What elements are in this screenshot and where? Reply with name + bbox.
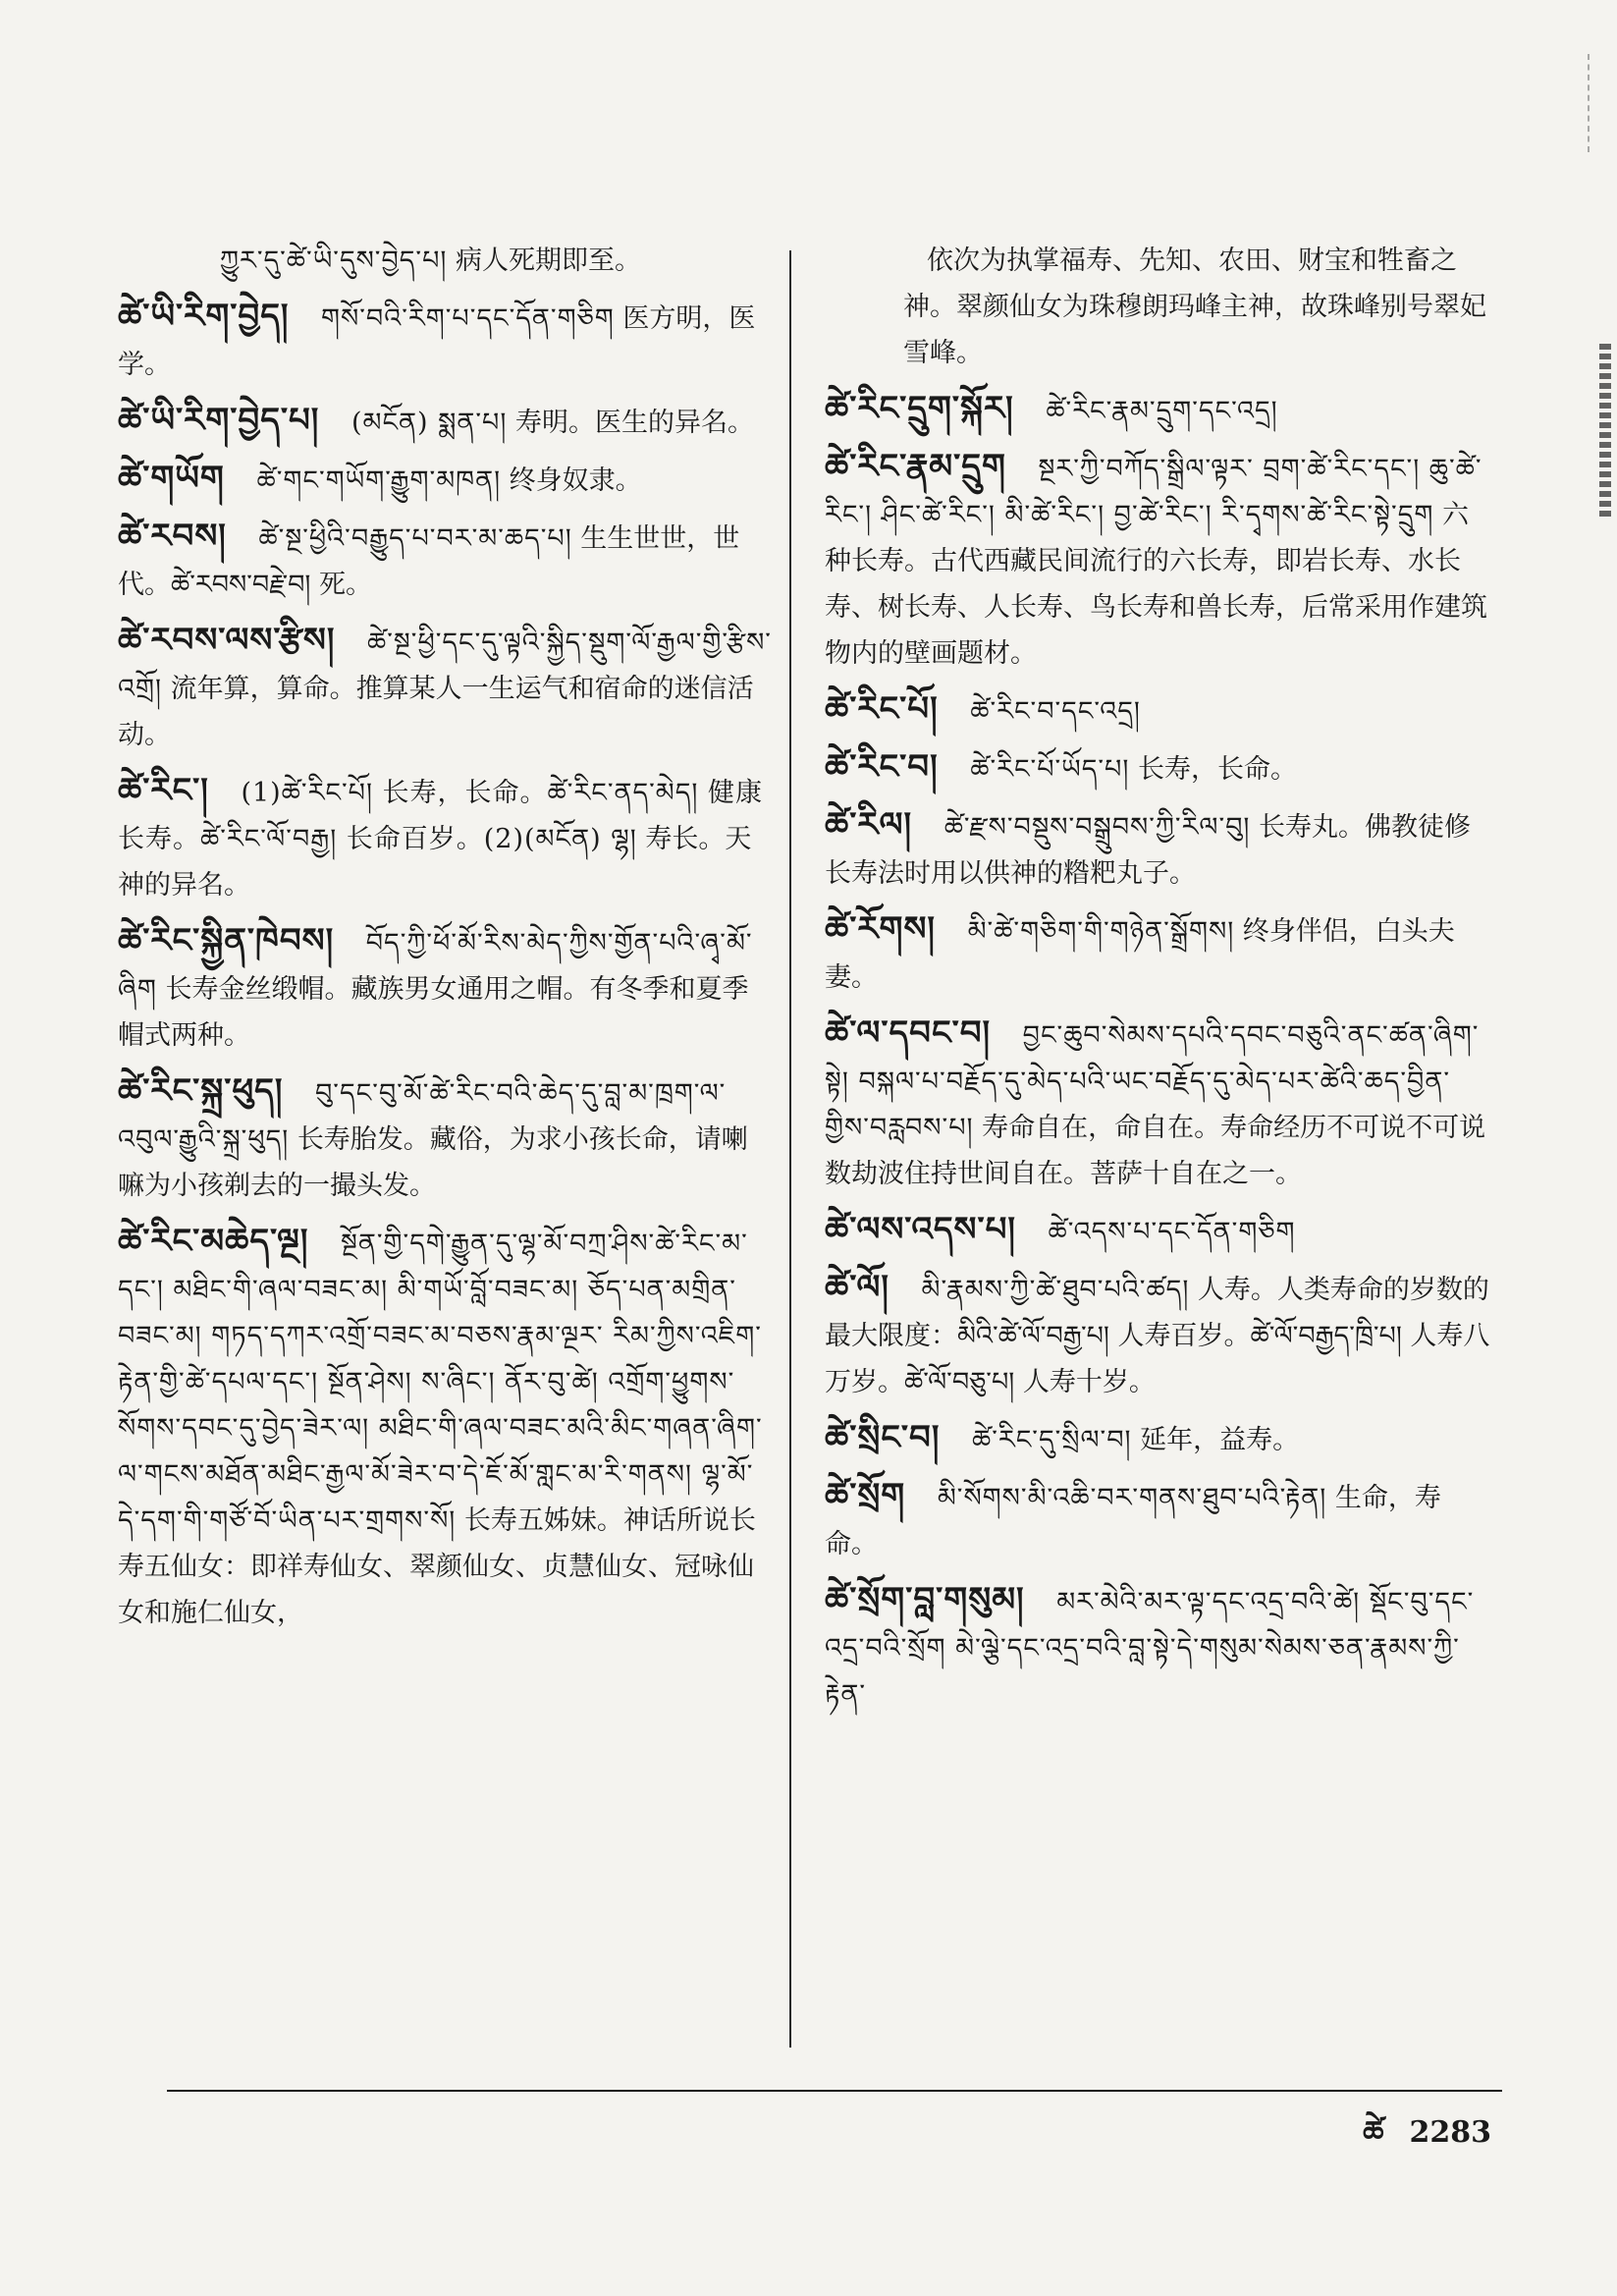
entry-tibetan-definition: ཚེ་རྫས་བསྡུས་བསྒྲུབས་ཀྱི་རིལ་བུ། xyxy=(943,812,1251,843)
dictionary-entry xyxy=(118,398,774,446)
dictionary-entry xyxy=(118,456,774,504)
entry-tibetan-definition: ཚེ་འདས་པ་དང་དོན་གཅིག xyxy=(1048,1217,1296,1247)
dictionary-entry xyxy=(118,1068,774,1209)
entry-headword: ཚེ་རིང་དྲུག་སྐོར། xyxy=(825,389,1014,428)
dictionary-entry xyxy=(825,686,1492,735)
entry-chinese-definition: 终身伴侣，白头夫妻。 xyxy=(825,916,1455,993)
entry-headword: ཚེ་སྲོག་བླ་གསུམ། xyxy=(825,1580,1025,1619)
entry-headword: ཚེ་གཡོག xyxy=(118,459,225,498)
entry-headword: ཚེ་ལོ། xyxy=(825,1268,889,1307)
entry-tibetan-definition: གསོ་བའི་རིག་པ་དང་དོན་གཅིག xyxy=(321,303,615,334)
entry-headword: ཚེ་རིང་སྐྱིན་ཁེབས། xyxy=(118,921,335,960)
dictionary-entry xyxy=(118,618,774,758)
entry-tibetan-definition: ཚེ་རིང་བ་དང་འདྲ། xyxy=(970,696,1141,727)
entry-chinese-definition: 长寿五姊妹。神话所说长寿五仙女：即祥寿仙女、翠颜仙女、贞慧仙女、冠咏仙女和施仁仙女， xyxy=(118,1505,756,1628)
entry-headword: ཚེ་ཡི་རིག་བྱེད། xyxy=(118,297,290,336)
entry-chinese-definition: 长寿，长命。 xyxy=(1137,754,1297,785)
dictionary-entry xyxy=(118,514,774,608)
entry-tibetan-definition: སྔོན་གྱི་དགེ་རྒྱུན་དུ་ལྷ་མོ་བཀྲ་ཤིས་ཚེ་རིང་མ་དང་། མཐིང་གི་ཞལ་བཟང་མ། མི་གཡོ་བློ་བཟང་མ། ཅོད་པན་མགྲིན་བཟང་མ། གཏད་དཀར་འགྲོ་བཟང་མ་བཅས་རྣམ་ལྔར་ རིམ་ཀྱིས་འཇིག་རྟེན་གྱི་ཚེ་དཔལ་དང་། སྔོན་ཤེས། ས་ཞིང་། ནོར་བུ་ཚེ། འགྲོག་ཕྱུགས་སོགས་དབང་དུ་བྱེད་ཟེར་ལ། མཐིང་གི་ཞལ་བཟང་མའི་མིང་གཞན་ཞིག་ལ་གངས་མཐོན་མཐིང་རྒྱལ་མོ་ཟེར་བ་དེ་ཇོ་མོ་གླང་མ་རི་གནས། ལྷ་མོ་དེ་དག་གི་གཙོ་བོ་ཡིན་པར་གྲགས་སོ། xyxy=(118,1229,763,1536)
entry-chinese-definition: 寿命自在，命自在。寿命经历不可说不可说数劫波住持世间自在。菩萨十自在之一。 xyxy=(825,1113,1486,1189)
left-column xyxy=(118,236,774,1646)
entry-chinese-definition: 流年算，算命。推算某人一生运气和宿命的迷信活动。 xyxy=(118,674,754,750)
entry-tibetan-definition: མར་མེའི་མར་ལྟ་དང་འདྲ་བའི་ཚེ། སྡོང་བུ་དང་འདྲ་བའི་སྲོག མེ་ལྕེ་དང་འདྲ་བའི་བླ་སྟེ་དེ་གསུམ་སེམས་ཅན་རྣམས་ཀྱི་རྟེན་ xyxy=(825,1587,1475,1710)
dictionary-entry xyxy=(825,1265,1492,1405)
entry-tibetan-definition: བོད་ཀྱི་ཕོ་མོ་རིས་མེད་ཀྱིས་གྱོན་པའི་ཞྭ་མོ་ཞིག xyxy=(118,928,753,1005)
dictionary-entry xyxy=(118,918,774,1059)
dictionary-entry xyxy=(825,236,1492,376)
dictionary-entry xyxy=(825,386,1492,434)
entry-headword: ཚེ་རིང་པོ། xyxy=(825,689,939,729)
section-mark: ཚེ xyxy=(1363,2115,1384,2150)
dictionary-entry xyxy=(825,1011,1492,1197)
entry-headword: ཚེ་རབས་ལས་རྩིས། xyxy=(118,621,336,660)
entry-headword: ཚེ་ལ་དབང་བ། xyxy=(825,1013,992,1053)
dictionary-entry xyxy=(118,1219,774,1636)
entry-tibetan-definition: མི་སོགས་མི་འཆི་བར་གནས་ཐུབ་པའི་རྟེན། xyxy=(937,1483,1327,1513)
entry-chinese-definition: 生命，寿命。 xyxy=(825,1483,1441,1559)
entry-tibetan-definition: ཚེ་སྔ་ཕྱིའི་བརྒྱུད་པ་བར་མ་ཆད་པ། xyxy=(258,523,572,554)
entry-tibetan-definition: ཚེ་སྔ་ཕྱི་དང་དུ་ལྟའི་སྐྱིད་སྡུག་ལོ་རྒྱལ་གྱི་རྩིས་འགྲོ། xyxy=(118,628,772,704)
entry-headword: ཚེ་སྲིང་བ། xyxy=(825,1418,941,1457)
entry-headword: ཚེ་ཡི་རིག་བྱེད་པ། xyxy=(118,401,320,440)
dictionary-entry xyxy=(825,444,1492,677)
dictionary-entry xyxy=(825,744,1492,793)
dictionary-entry xyxy=(825,1415,1492,1463)
right-column xyxy=(825,236,1492,1727)
entry-chinese-definition: 生生世世，世代。ཚེ་རབས་བརྗེ་བ། 死。 xyxy=(118,523,740,600)
entry-headword: ཚེ་རིང་རྣམ་དྲུག xyxy=(825,447,1006,486)
column-divider xyxy=(789,250,791,2048)
dictionary-entry xyxy=(825,906,1492,1001)
edge-tab-marks xyxy=(1599,344,1611,520)
entry-tibetan-definition: ཚེ་རིང་རྣམ་དྲུག་དང་འདྲ། xyxy=(1046,396,1278,426)
entry-tibetan-definition: ཚེ་རིང་པོ་ཡོད་པ། xyxy=(970,754,1130,785)
entry-tibetan-definition: (མངོན) སྨན་པ། xyxy=(350,408,508,438)
entry-tibetan-definition: སྔར་ཀྱི་བཀོད་སྒྲིལ་ལྟར་ བྲག་ཚེ་རིང་དང་། ཆུ་ཚེ་རིང་། ཤིང་ཚེ་རིང་། མི་ཚེ་རིང་། བྱ་ཚེ་རིང་། རི་དྭགས་ཚེ་རིང་སྟེ་དྲུག xyxy=(825,454,1482,530)
page-number: 2283 xyxy=(1409,2115,1491,2150)
dictionary-entry xyxy=(825,802,1492,897)
dictionary-entry xyxy=(118,768,774,908)
entry-headword: ཚེ་རབས། xyxy=(118,517,227,556)
entry-tibetan-definition: (1)ཚེ་རིང་པོ། 长寿，长命。ཚེ་རིང་ནད་མེད། 健康长寿。ཚེ་རིང་ལོ་བརྒྱ། 长命百岁。(2)(མངོན) ལྷ། xyxy=(118,778,763,854)
entry-chinese-definition: 长寿金丝缎帽。藏族男女通用之帽。有冬季和夏季帽式两种。 xyxy=(118,974,749,1051)
entry-headword: ཚེ་རིང་། xyxy=(118,771,209,810)
entry-chinese-definition: 长寿丸。佛教徒修长寿法时用以供神的糌粑丸子。 xyxy=(825,812,1472,889)
entry-headword: ཚེ་རིང་སྐྲ་ཕུད། xyxy=(118,1071,284,1111)
entry-tibetan-definition: མི་རྣམས་ཀྱི་ཚེ་ཐུབ་པའི་ཚད། xyxy=(921,1275,1190,1305)
entry-headword: ཚེ་སྲོག xyxy=(825,1476,906,1515)
dictionary-entry xyxy=(118,294,774,388)
entry-headword: ཚེ་རིལ། xyxy=(825,805,913,845)
dictionary-entry xyxy=(825,1473,1492,1567)
footer-rule xyxy=(167,2090,1502,2092)
entry-tibetan-definition: བྱང་ཆུབ་སེམས་དཔའི་དབང་བཅུའི་ནང་ཚན་ཞིག་སྟེ། བསྐལ་པ་བརྗོད་དུ་མེད་པའི་ཡང་བརྗོད་དུ་མེད་པར་ཚེའི་ཆད་བྱིན་གྱིས་བརླབས་པ། xyxy=(825,1020,1480,1143)
entry-chinese-definition: 终身奴隶。 xyxy=(509,465,642,496)
entry-chinese-definition: 人寿。人类寿命的岁数的最大限度：མིའི་ཚེ་ལོ་བརྒྱ་པ། 人寿百岁。ཚེ་ལོ་བརྒྱད་ཁྲི་པ། 人寿八万岁。ཚེ་ལོ་བཅུ་པ། 人寿十岁。 xyxy=(825,1275,1490,1397)
entry-tibetan-definition: བུ་དང་བུ་མོ་ཚེ་རིང་བའི་ཆེད་དུ་བླ་མ་ཁྲག་ལ་འབུལ་རྒྱུའི་སྐྲ་ཕུད། xyxy=(118,1078,727,1155)
dictionary-entry xyxy=(825,1207,1492,1255)
entry-chinese-definition: 寿长。天神的异名。 xyxy=(118,824,752,901)
entry-tibetan-definition: ཚེ་གང་གཡོག་རྒྱུག་མཁན། xyxy=(256,465,502,496)
entry-chinese-definition: 长寿胎发。藏俗，为求小孩长命，请喇嘛为小孩剃去的一撮头发。 xyxy=(118,1124,748,1201)
entry-chinese-definition: 病人死期即至。 xyxy=(455,246,641,276)
entry-chinese-definition: 六种长寿。古代西藏民间流行的六长寿，即岩长寿、水长寿、树长寿、人长寿、鸟长寿和兽长寿，后常采用作建筑物内的壁画题材。 xyxy=(825,500,1487,669)
page-footer xyxy=(1363,2100,1491,2182)
entry-headword: ཚེ་ལས་འདས་པ། xyxy=(825,1210,1016,1249)
entry-tibetan-definition: ཀྱུར་དུ་ཚེ་ཡི་དུས་བྱེད་པ། xyxy=(220,246,448,276)
entry-headword: ཚེ་རོགས། xyxy=(825,909,936,949)
entry-headword: ཚེ་རིང་བ། xyxy=(825,747,939,787)
entry-tibetan-definition: ཚེ་རིང་དུ་སྲིལ་བ། xyxy=(972,1425,1132,1455)
entry-chinese-definition: 延年，益寿。 xyxy=(1140,1425,1300,1455)
edge-scan-marks xyxy=(1588,54,1603,152)
entry-tibetan-definition: མི་ཚེ་གཅིག་གི་གཉེན་སྒྲོགས། xyxy=(967,916,1235,947)
dictionary-entry xyxy=(825,1577,1492,1718)
entry-chinese-definition: 依次为执掌福寿、先知、农田、财宝和牲畜之神。翠颜仙女为珠穆朗玛峰主神，故珠峰别号翠妃雪峰。 xyxy=(903,246,1486,368)
entry-headword: ཚེ་རིང་མཆེད་ལྔ། xyxy=(118,1222,309,1261)
entry-chinese-definition: 医方明，医学。 xyxy=(118,303,756,380)
entry-chinese-definition: 寿明。医生的异名。 xyxy=(514,408,754,438)
dictionary-entry xyxy=(118,236,774,284)
